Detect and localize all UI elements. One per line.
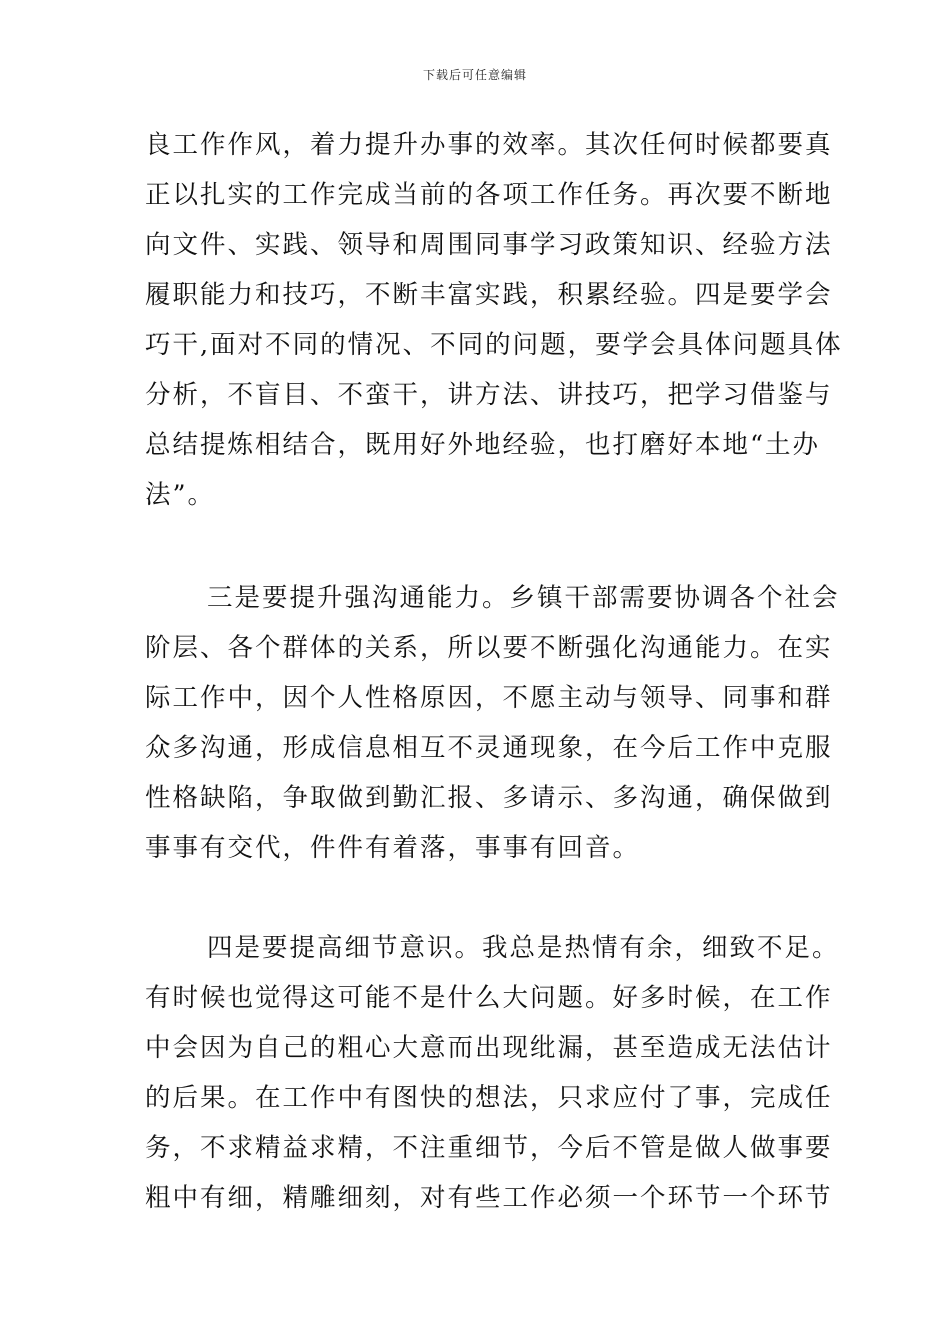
text-line: 履职能力和技巧，不断丰富实践，积累经验。四是要学会 <box>145 280 833 310</box>
text-line: 向文件、实践、领导和周围同事学习政策知识、经验方法 <box>145 230 833 260</box>
text-line: 中会因为自己的粗心大意而出现纰漏，甚至造成无法估计 <box>145 1033 833 1063</box>
text-line: 阶层、各个群体的关系，所以要不断强化沟通能力。在实 <box>145 633 833 663</box>
text-line: 际工作中，因个人性格原因，不愿主动与领导、同事和群 <box>145 683 833 713</box>
paragraph-communication <box>145 573 840 873</box>
text-line: 有时候也觉得这可能不是什么大问题。好多时候，在工作 <box>145 983 833 1013</box>
text-line: 正以扎实的工作完成当前的各项工作任务。再次要不断地 <box>145 180 833 210</box>
text-line: 分析，不盲目、不蛮干，讲方法、讲技巧，把学习借鉴与 <box>145 380 833 410</box>
text-line: 众多沟通，形成信息相互不灵通现象，在今后工作中克服 <box>145 733 833 763</box>
text-line: 四是要提高细节意识。我总是热情有余，细致不足。 <box>207 933 840 963</box>
paragraph-work-style <box>145 120 843 520</box>
text-line: 法”。 <box>145 480 216 510</box>
text-line: 三是要提升强沟通能力。乡镇干部需要协调各个社会 <box>207 583 840 613</box>
text-line: 总结提炼相结合，既用好外地经验，也打磨好本地“土办 <box>145 430 821 460</box>
text-line: 务，不求精益求精，不注重细节，今后不管是做人做事要 <box>145 1133 833 1163</box>
text-line: 事事有交代，件件有着落，事事有回音。 <box>145 833 641 863</box>
text-line: 的后果。在工作中有图快的想法，只求应付了事，完成任 <box>145 1083 833 1113</box>
text-line: 性格缺陷，争取做到勤汇报、多请示、多沟通，确保做到 <box>145 783 833 813</box>
paragraph-detail-awareness <box>145 923 840 1223</box>
text-line: 巧干,面对不同的情况、不同的问题，要学会具体问题具体 <box>145 330 843 360</box>
page-header: 下载后可任意编辑 <box>422 68 527 82</box>
text-line: 粗中有细，精雕细刻，对有些工作必须一个环节一个环节 <box>145 1183 833 1213</box>
text-line: 良工作作风，着力提升办事的效率。其次任何时候都要真 <box>145 130 833 160</box>
